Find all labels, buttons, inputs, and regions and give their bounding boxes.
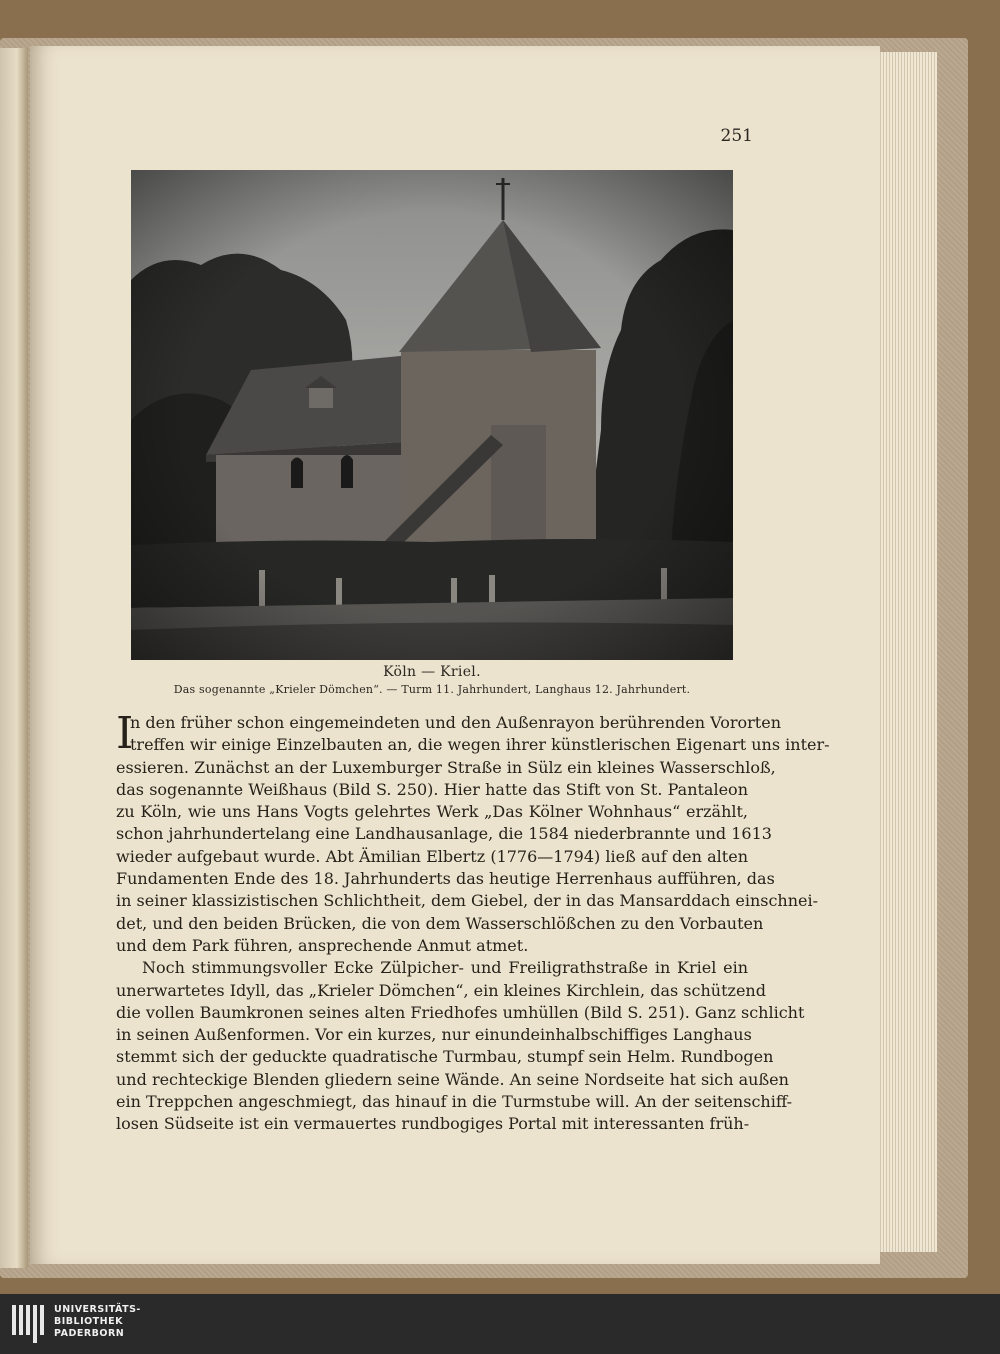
text-line: treffen wir einige Einzelbauten an, die wegen ihrer künstlerischen Eigenart uns inter- xyxy=(130,735,830,755)
text-line: in seiner klassizistischen Schlichtheit, dem Giebel, der in das Mansarddach einschnei- xyxy=(116,891,819,911)
text-line: zu Köln, wie uns Hans Vogts gelehrtes Werk „Das Kölner Wohnhaus“ erzählt, xyxy=(116,802,748,822)
text-line: Noch stimmungsvoller Ecke Zülpicher- und Freiligrathstraße in Kriel ein xyxy=(142,958,748,978)
text-line: unerwartetes Idyll, das „Krieler Dömchen“, ein kleines Kirchlein, das schützend xyxy=(116,980,766,1000)
text-line: wieder aufgebaut wurde. Abt Ämilian Elbertz (1776—1794) ließ auf den alten xyxy=(116,846,748,866)
text-line: det, und den beiden Brücken, die von dem Wasserschlößchen zu den Vorbauten xyxy=(116,913,764,933)
page-edges xyxy=(875,52,937,1252)
text-line: essieren. Zunächst an der Luxemburger Straße in Sülz ein kleines Wasserschloß, xyxy=(116,757,776,777)
figure-caption: Das sogenannte „Krieler Dömchen“. — Turm 11. Jahrhundert, Langhaus 12. Jahrhundert. xyxy=(173,683,691,696)
library-footer xyxy=(0,1294,1000,1354)
library-logo-icon xyxy=(12,1303,48,1345)
library-name-line-2: BIBLIOTHEK xyxy=(54,1316,123,1327)
library-name-line-3: PADERBORN xyxy=(54,1328,125,1339)
page-number: 251 xyxy=(720,126,753,146)
text-line: die vollen Baumkronen seines alten Friedhofes umhüllen (Bild S. 251). Ganz schlicht xyxy=(116,1002,805,1022)
text-line: n den früher schon eingemeindeten und den Außenrayon berührenden Vororten xyxy=(130,713,781,732)
text-line: losen Südseite ist ein vermauertes rundbogiges Portal mit interessanten früh- xyxy=(116,1114,750,1134)
text-line: das sogenannte Weißhaus (Bild S. 250). Hier hatte das Stift von St. Pantaleon xyxy=(116,779,748,799)
church-photograph xyxy=(131,170,733,660)
text-line: stemmt sich der geduckte quadratische Turmbau, stumpf sein Helm. Rundbogen xyxy=(116,1047,774,1067)
text-line: Fundamenten Ende des 18. Jahrhunderts das heutige Herrenhaus aufführen, das xyxy=(116,869,775,889)
figure-title: Köln — Kriel. xyxy=(383,664,481,680)
left-page-edge xyxy=(0,48,28,1268)
text-line: in seinen Außenformen. Vor ein kurzes, nur einundeinhalbschiffiges Langhaus xyxy=(116,1025,752,1045)
text-line: und rechteckige Blenden gliedern seine Wände. An seine Nordseite hat sich außen xyxy=(116,1069,789,1089)
text-line: und dem Park führen, ansprechende Anmut atmet. xyxy=(116,935,529,955)
text-line: ein Treppchen angeschmiegt, das hinauf in die Turmstube will. An der seitenschiff- xyxy=(116,1092,793,1112)
library-name-line-1: UNIVERSITÄTS- xyxy=(54,1304,141,1315)
drop-cap: I xyxy=(116,708,134,759)
text-line: schon jahrhundertelang eine Landhausanlage, die 1584 niederbrannte und 1613 xyxy=(116,824,772,844)
body-text xyxy=(116,708,830,1136)
library-name xyxy=(54,1304,141,1340)
